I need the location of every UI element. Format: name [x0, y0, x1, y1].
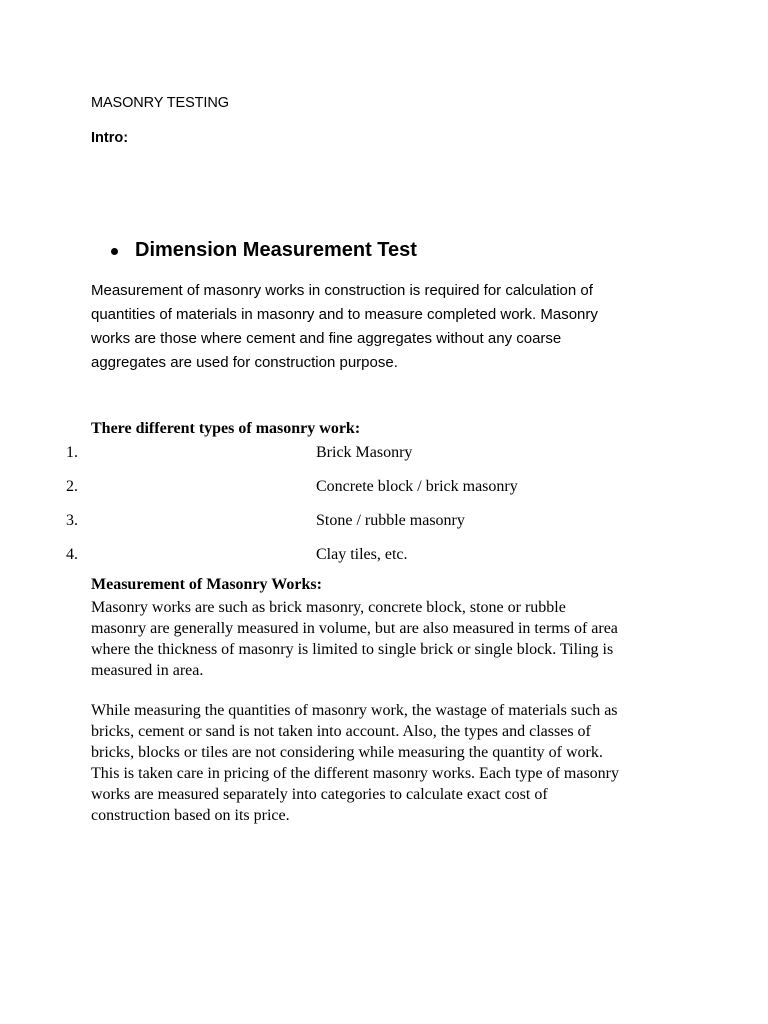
paragraph-line: Masonry works are such as brick masonry, concrete block, stone or rubble [91, 599, 566, 616]
document-title: MASONRY TESTING [91, 95, 229, 111]
paragraph-line: bricks, blocks or tiles are not considering while measuring the quantity of work. [91, 744, 603, 761]
list-item-label: Concrete block / brick masonry [316, 478, 518, 495]
list-item [66, 546, 666, 568]
paragraph-line: construction based on its price. [91, 807, 290, 824]
paragraph-line: masonry are generally measured in volume, but are also measured in terms of area [91, 620, 618, 637]
list-item-number: 1. [66, 444, 78, 461]
list-item-label: Stone / rubble masonry [316, 512, 465, 529]
paragraph-line: measured in area. [91, 662, 204, 679]
list-item [66, 444, 666, 466]
list-item-number: 3. [66, 512, 78, 529]
measurement-paragraph-2 [91, 700, 691, 826]
list-item [66, 478, 666, 500]
list-item-label: Clay tiles, etc. [316, 546, 408, 563]
section-heading [111, 239, 417, 262]
paragraph-line: aggregates are used for construction purpose. [91, 354, 398, 371]
intro-label: Intro: [91, 130, 129, 146]
measurement-paragraph-1 [91, 597, 691, 681]
paragraph-line: works are measured separately into categories to calculate exact cost of [91, 786, 548, 803]
paragraph-line: works are those where cement and fine aggregates without any coarse [91, 330, 562, 347]
list-item-label: Brick Masonry [316, 444, 413, 461]
paragraph-line: This is taken care in pricing of the different masonry works. Each type of masonry [91, 765, 619, 782]
paragraph-line: where the thickness of masonry is limited to single brick or single block. Tiling is [91, 641, 614, 658]
types-heading: There different types of masonry work: [91, 420, 361, 437]
list-item [66, 512, 666, 534]
paragraph-line: Measurement of masonry works in construction is required for calculation of [91, 282, 593, 299]
paragraph-line: While measuring the quantities of masonry work, the wastage of materials such as [91, 702, 618, 719]
paragraph-line: quantities of materials in masonry and to measure completed work. Masonry [91, 306, 598, 323]
list-item-number: 2. [66, 478, 78, 495]
section-heading-text: Dimension Measurement Test [135, 239, 417, 261]
intro-paragraph [91, 279, 661, 375]
bullet-icon [111, 248, 118, 255]
list-item-number: 4. [66, 546, 78, 563]
measurement-heading: Measurement of Masonry Works: [91, 576, 322, 593]
paragraph-line: bricks, cement or sand is not taken into account. Also, the types and classes of [91, 723, 591, 740]
